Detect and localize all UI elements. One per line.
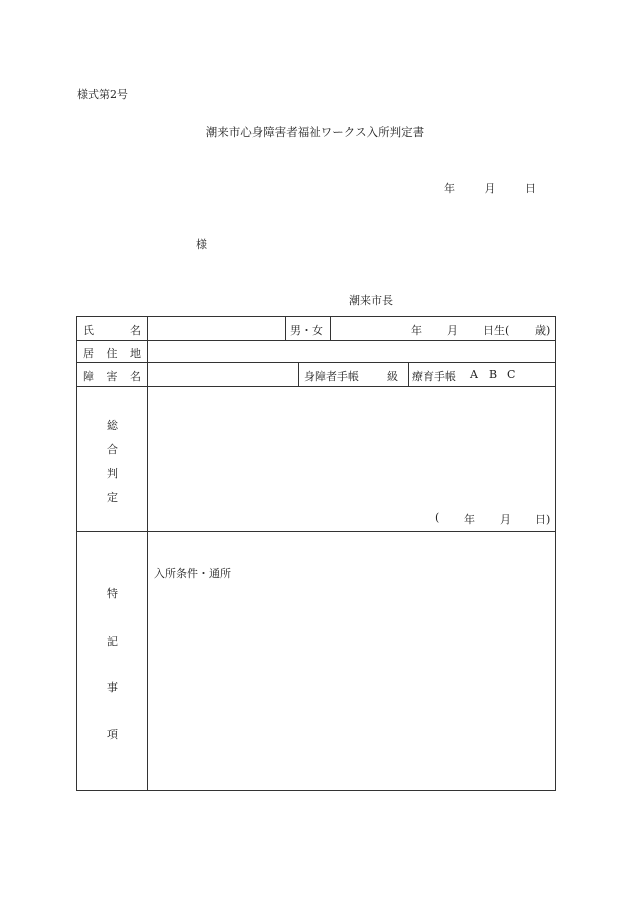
name-field[interactable] (148, 318, 284, 339)
disability-field[interactable] (148, 363, 297, 385)
remarks-label-char: 事 (107, 681, 118, 694)
disability-label-char: 名 (130, 370, 141, 383)
remarks-text: 入所条件・通所 (154, 567, 231, 580)
overall-judgment-field[interactable] (148, 387, 555, 507)
birth-month-label: 月 (447, 324, 458, 337)
birth-day-label: 日生( (483, 324, 510, 337)
age-label: 歳) (535, 324, 551, 337)
address-label-char: 住 (106, 347, 118, 360)
row-divider (77, 531, 555, 532)
judgment-table (76, 316, 556, 791)
cell-divider (298, 362, 299, 386)
disability-label (83, 368, 141, 384)
birth-year-label: 年 (411, 324, 422, 337)
address-label (83, 345, 141, 361)
document-title: 潮来市心身障害者福祉ワークス入所判定書 (205, 125, 425, 139)
date-day-label: 日 (525, 182, 536, 195)
date-month-label: 月 (484, 182, 496, 195)
physical-handbook-label: 身障者手帳 (304, 370, 359, 383)
birthdate-field[interactable] (331, 318, 555, 339)
name-label (83, 322, 141, 338)
remarks-label-char: 記 (107, 635, 118, 648)
disability-label-char: 害 (106, 370, 118, 383)
addressee-suffix: 様 (196, 238, 207, 251)
name-label-char: 氏 (83, 324, 94, 337)
care-grade-c[interactable]: C (507, 368, 516, 381)
care-handbook-label: 療育手帳 (412, 370, 456, 383)
overall-judgment-label-char: 定 (107, 491, 118, 504)
form-number: 様式第2号 (77, 88, 128, 101)
issue-date (444, 180, 536, 196)
judgment-date-year: 年 (464, 513, 475, 526)
overall-judgment-label-char: 総 (107, 419, 118, 432)
address-label-char: 居 (83, 347, 94, 360)
cell-divider (285, 317, 286, 340)
name-label-char: 名 (130, 324, 141, 337)
grade-label: 級 (387, 370, 398, 383)
gender-options[interactable]: 男・女 (290, 324, 323, 337)
address-label-char: 地 (130, 347, 141, 360)
issuer: 潮来市長 (349, 294, 393, 307)
judgment-date-open: ( (435, 511, 440, 524)
remarks-label-char: 特 (107, 587, 118, 600)
judgment-date-close: 日) (535, 513, 551, 526)
care-grade-b[interactable]: B (489, 368, 498, 381)
overall-judgment-label-char: 合 (107, 443, 118, 456)
care-grade-a[interactable]: A (470, 368, 478, 381)
remarks-field[interactable] (148, 582, 555, 787)
remarks-label-char: 項 (107, 728, 118, 741)
judgment-date-month: 月 (500, 513, 511, 526)
address-field[interactable] (148, 341, 555, 362)
date-year-label: 年 (444, 182, 455, 195)
overall-judgment-label-char: 判 (107, 467, 118, 480)
disability-label-char: 障 (83, 370, 94, 383)
cell-divider (408, 362, 409, 386)
